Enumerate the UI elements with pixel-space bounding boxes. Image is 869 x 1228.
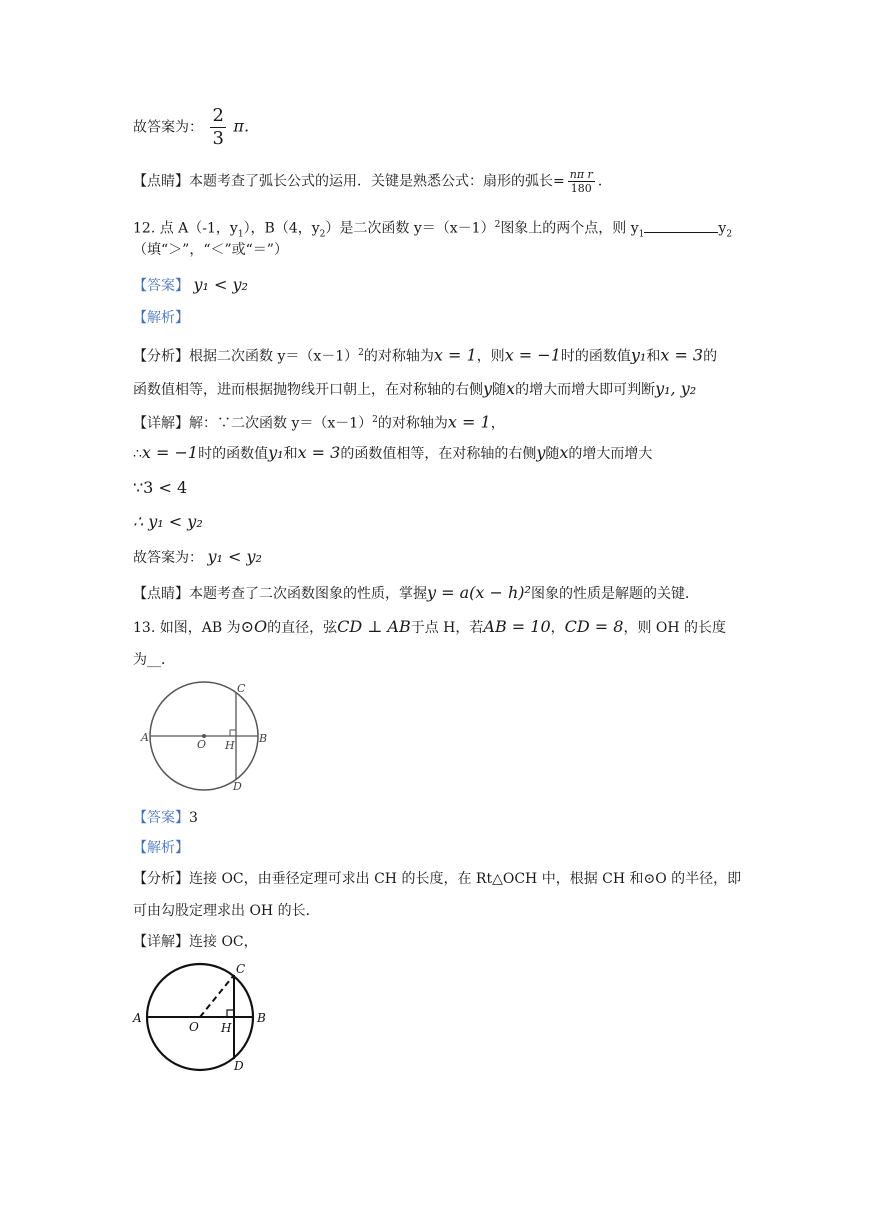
text: 的对称轴为: [363, 348, 434, 365]
text: 的函数值相等，在对称轴的右侧: [340, 446, 537, 462]
dianjing-end: ．: [597, 173, 612, 190]
text: 的对称轴为: [377, 415, 448, 432]
q12-fill-hint: （填“＞”，“＜”或“＝”）: [133, 242, 288, 258]
q13-stem-line1: [133, 617, 726, 638]
math: AB = 10: [483, 617, 551, 636]
math: x = −1: [504, 345, 561, 365]
label-h: H: [221, 1021, 232, 1035]
q13-answer-line: [133, 808, 198, 828]
q12-fenxi-line1: [133, 343, 717, 367]
q12-stem-part: ）是二次函数 y＝（x－1）: [325, 220, 495, 237]
subscript: 1: [638, 229, 645, 240]
math: y₁, y₂: [655, 379, 697, 398]
text: 的直径，弦: [267, 620, 338, 636]
label-c: C: [237, 682, 246, 695]
label-d: D: [234, 1059, 244, 1073]
q12-dianjing-line: [133, 583, 699, 604]
subscript: 1: [237, 229, 244, 240]
text: 函数值相等，进而根据抛物线开口朝上，在对称轴的右侧: [133, 382, 483, 398]
math: y₁ < y₂: [207, 547, 262, 566]
math: x = −1: [141, 443, 199, 462]
math: y₁: [268, 443, 284, 462]
q12-answer-line: [133, 275, 248, 296]
label-d: D: [233, 780, 242, 793]
q12-xiangjie-line2: [133, 443, 652, 464]
fenxi-tag: 【分析】: [133, 871, 189, 887]
prev-answer-suffix: π．: [233, 116, 260, 136]
text: 时的函数值: [560, 348, 631, 365]
dianjing-tag: 【点睛】: [133, 586, 189, 602]
prev-answer-fraction: [210, 105, 225, 150]
text: ，: [490, 415, 505, 432]
math: x: [559, 443, 569, 462]
math: y₁: [630, 345, 647, 365]
fraction-denominator: 180: [570, 182, 592, 195]
q12-jiexi-line: [133, 308, 189, 328]
math: y = a(x − h)²: [427, 583, 531, 602]
q12-stem-part: y: [718, 220, 727, 237]
label-h: H: [225, 739, 235, 752]
text: 随: [545, 446, 560, 462]
jiexi-tag: 【解析】: [133, 310, 189, 326]
math: x: [506, 379, 516, 398]
fraction-numerator: 2: [212, 105, 224, 126]
text: ，则 OH 的长度: [623, 620, 727, 636]
q12-stem-line2: [133, 240, 288, 260]
math: x = 1: [433, 345, 477, 365]
text: 连接 OC，由垂径定理可求出 CH 的长度，在 Rt△OCH 中，根据 CH 和⊙O 的半径，即: [189, 871, 742, 887]
text: 13. 如图，AB 为: [133, 620, 241, 636]
q13-fenxi-line2: [133, 901, 320, 921]
right-angle-mark: [230, 730, 236, 736]
math: x = 3: [297, 443, 341, 462]
text: ，则: [476, 348, 505, 365]
dianjing-tag: 【点睛】: [133, 173, 189, 190]
math: x = 1: [447, 412, 491, 432]
q12-xiangjie-line5: [133, 547, 262, 568]
text: 的增大而增大即可判断: [515, 382, 656, 398]
math: y: [483, 379, 493, 398]
q13-fenxi-line1: [133, 869, 741, 889]
fraction-denominator: 3: [212, 128, 224, 149]
q12-stem-part: 图象上的两个点，则 y: [500, 220, 639, 237]
q13-xiangjie-line1: [133, 932, 258, 952]
superscript: 2: [358, 348, 364, 358]
text: 解：∵二次函数 y＝（x－1）: [189, 415, 373, 432]
q13-stem-line2: [133, 650, 175, 670]
text: 和: [283, 446, 298, 462]
text: 可由勾股定理求出 OH 的长．: [133, 903, 320, 919]
math: x = 3: [660, 345, 704, 365]
prev-answer-line: [133, 105, 260, 150]
label-o: O: [197, 738, 207, 751]
text: 根据二次函数 y＝（x－1）: [189, 348, 359, 365]
q13-answer: 3: [189, 810, 198, 826]
text: 本题考查了二次函数图象的性质，掌握: [189, 586, 427, 602]
q12-xiangjie-line3: [133, 478, 187, 499]
math: CD ⊥ AB: [337, 617, 411, 636]
q13-jiexi-line: [133, 838, 189, 858]
xiangjie-tag: 【详解】: [133, 415, 189, 432]
math: y: [536, 443, 546, 462]
q12-stem-part: ），B（4，y: [243, 220, 320, 237]
math: ∴ y₁ < y₂: [133, 512, 203, 531]
superscript: 2: [494, 220, 501, 230]
fenxi-tag: 【分析】: [133, 348, 189, 365]
text: 随: [492, 382, 507, 398]
text: 和: [646, 348, 661, 365]
q12-fenxi-line2: [133, 379, 696, 400]
q12-answer: y₁ < y₂: [193, 275, 248, 294]
q12-xiangjie-line1: [133, 410, 505, 434]
text: 图象的性质是解题的关键．: [530, 586, 699, 602]
label-a: A: [141, 731, 149, 744]
text: 为__．: [133, 652, 175, 668]
q12-stem-part: 12. 点 A（-1，y: [133, 220, 238, 237]
arc-length-fraction: [568, 168, 595, 195]
label-c: C: [236, 962, 246, 976]
text: 故答案为：: [133, 550, 203, 566]
answer-blank: [644, 232, 718, 233]
math: ∵3 < 4: [133, 478, 188, 497]
jiexi-tag: 【解析】: [133, 840, 189, 856]
subscript: 2: [726, 229, 733, 240]
subscript: 2: [319, 229, 326, 240]
text: 连接 OC，: [189, 934, 258, 950]
text: ∴: [133, 446, 142, 462]
fraction-numerator: nπ r: [569, 168, 593, 181]
label-b: B: [257, 1011, 266, 1025]
segment-oc: [200, 975, 234, 1017]
xiangjie-tag: 【详解】: [133, 934, 189, 950]
prev-answer-prefix: 故答案为：: [133, 119, 203, 136]
right-angle-mark: [227, 1010, 234, 1017]
q12-xiangjie-line4: [133, 512, 203, 533]
superscript: 2: [372, 415, 378, 425]
text: 的增大而增大: [568, 446, 653, 462]
math: CD = 8: [564, 617, 624, 636]
q13-figure-1: [135, 680, 280, 795]
answer-tag: 【答案】: [133, 810, 189, 826]
text: 的: [703, 348, 718, 365]
math: ⊙O: [240, 617, 268, 636]
dianjing-11-line: [133, 168, 612, 195]
text: 于点 H，若: [410, 620, 484, 636]
q13-figure-2: [130, 958, 275, 1078]
label-o: O: [189, 1020, 199, 1034]
text: 时的函数值: [198, 446, 269, 462]
dianjing-text: 本题考查了弧长公式的运用．关键是熟悉公式：扇形的弧长=: [189, 173, 565, 190]
text: ，: [550, 620, 565, 636]
label-b: B: [259, 732, 268, 745]
answer-tag: 【答案】: [133, 278, 189, 294]
label-a: A: [133, 1011, 142, 1025]
